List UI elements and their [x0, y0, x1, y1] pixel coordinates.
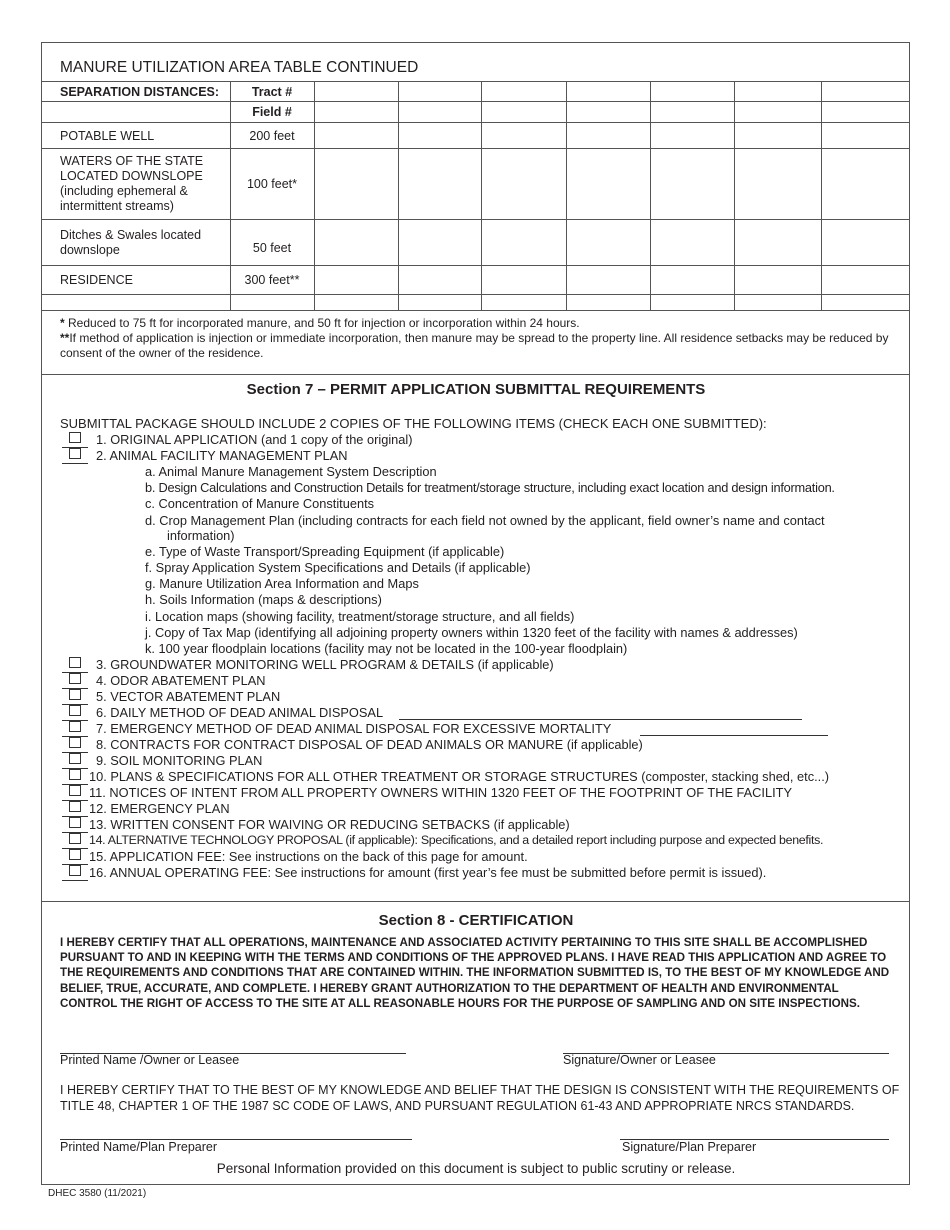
item-4: 4. ODOR ABATEMENT PLAN: [96, 673, 266, 688]
table-row: [42, 82, 910, 102]
field-cell[interactable]: [821, 102, 910, 123]
checkbox-item-14[interactable]: [69, 833, 81, 844]
checkbox-item-9[interactable]: [69, 753, 81, 764]
subitem-b: b. Design Calculations and Construction Details for treatment/storage structure, including exact location and design information.: [145, 480, 835, 495]
subitem-h: h. Soils Information (maps & descriptions): [145, 592, 382, 607]
item-7: 7. EMERGENCY METHOD OF DEAD ANIMAL DISPOSAL FOR EXCESSIVE MORTALITY: [96, 721, 612, 736]
subitem-d: d. Crop Management Plan (including contracts for each field not owned by the applicant, field owner’s name and contact: [145, 513, 825, 528]
item-13: 13. WRITTEN CONSENT FOR WAIVING OR REDUCING SETBACKS (if applicable): [89, 817, 570, 832]
field-cell[interactable]: [650, 102, 734, 123]
table-row: [42, 220, 910, 266]
certification-text: I HEREBY CERTIFY THAT ALL OPERATIONS, MAINTENANCE AND ASSOCIATED ACTIVITY PERTAINING TO THIS SITE SHALL BE ACCOMPLISHED PURSUANT TO AND IN KEEPING WITH THE TERMS AND CONDITIONS OF THE APPROVED PLANS. I HAVE READ THIS APPLICATION AND AGREE TO THE REQUIREMENTS AND CONDITIONS THAT ARE CONTAINED WITHIN. THE INFORMATION SUBMITTED IS, TO THE BEST OF MY KNOWLEDGE AND BELIEF, TRUE, ACCURATE, AND COMPLETE. I HEREBY GRANT AUTHORIZATION TO THE DEPARTMENT OF HEALTH AND ENVIRONMENTAL CONTROL THE RIGHT OF ACCESS TO THE SITE AT ALL REASONABLE HOURS FOR THE PURPOSE OF SAMPLING AND ON SITE INSPECTIONS.: [60, 936, 890, 1010]
item-16: 16. ANNUAL OPERATING FEE: See instructions for amount (first year’s fee must be submitted before permit is issued).: [89, 865, 767, 880]
preparer-name-label: Printed Name/Plan Preparer: [60, 1140, 218, 1154]
subitem-f: f. Spray Application System Specifications and Details (if applicable): [145, 560, 531, 575]
table-row: [42, 123, 910, 149]
note-1: Reduced to 75 ft for incorporated manure, and 50 ft for injection or incorporation within 24 hours.: [64, 316, 580, 330]
row-label: WATERS OF THE STATE LOCATED DOWNSLOPE (including ephemeral & intermittent streams): [42, 149, 230, 220]
tract-cell[interactable]: [734, 82, 821, 102]
item-14: 14. ALTERNATIVE TECHNOLOGY PROPOSAL (if applicable): Specifications, and a detailed report including purpose and expected benefits.: [89, 833, 824, 847]
subitem-i: i. Location maps (showing facility, treatment/storage structure, and all fields): [145, 609, 575, 624]
form-id: DHEC 3580 (11/2021): [48, 1188, 147, 1199]
form-frame: [41, 42, 910, 1185]
field-cell[interactable]: [734, 102, 821, 123]
subitem-g: g. Manure Utilization Area Information and Maps: [145, 576, 419, 591]
tract-cell[interactable]: [314, 82, 398, 102]
row-distance: 200 feet: [230, 123, 314, 149]
checkbox-item-8[interactable]: [69, 737, 81, 748]
field-cell[interactable]: [314, 102, 398, 123]
design-certification: I HEREBY CERTIFY THAT TO THE BEST OF MY KNOWLEDGE AND BELIEF THAT THE DESIGN IS CONSISTENT WITH THE REQUIREMENTS OF TITLE 48, CHAPTER 1 OF THE 1987 SC CODE OF LAWS, AND PURSUANT REGULATION 61-43 AND APPROPRIATE NRCS STANDARDS.: [60, 1083, 900, 1113]
subitem-c: c. Concentration of Manure Constituents: [145, 496, 375, 511]
subitem-d-cont: information): [167, 528, 235, 543]
section8-title: Section 8 - CERTIFICATION: [378, 912, 574, 929]
section7-intro: SUBMITTAL PACKAGE SHOULD INCLUDE 2 COPIES OF THE FOLLOWING ITEMS (CHECK EACH ONE SUBMITTED):: [60, 416, 767, 431]
item-9: 9. SOIL MONITORING PLAN: [96, 753, 263, 768]
preparer-signature-label: Signature/Plan Preparer: [622, 1140, 757, 1154]
item-11: 11. NOTICES OF INTENT FROM ALL PROPERTY OWNERS WITHIN 1320 FEET OF THE FOOTPRINT OF THE FACILITY: [89, 785, 792, 800]
item-8: 8. CONTRACTS FOR CONTRACT DISPOSAL OF DEAD ANIMALS OR MANURE (if applicable): [96, 737, 643, 752]
table-notes: * Reduced to 75 ft for incorporated manure, and 50 ft for injection or incorporation within 24 hours. **If method of application is injection or immediate incorporation, then manure may be spread to the property line. All residence setbacks may be reduced by consent of the owner of the residence.: [60, 316, 889, 360]
table-row: [42, 149, 910, 220]
tract-cell[interactable]: [566, 82, 650, 102]
field-cell[interactable]: [481, 102, 566, 123]
item-3: 3. GROUNDWATER MONITORING WELL PROGRAM & DETAILS (if applicable): [96, 657, 554, 672]
tract-cell[interactable]: [821, 82, 910, 102]
row-label: Ditches & Swales located downslope: [42, 220, 230, 266]
tract-cell[interactable]: [398, 82, 481, 102]
checkbox-item-5[interactable]: [69, 689, 81, 700]
checkbox-item-2[interactable]: [69, 448, 81, 459]
subitem-a: a. Animal Manure Management System Description: [145, 464, 437, 479]
item-6: 6. DAILY METHOD OF DEAD ANIMAL DISPOSAL: [96, 705, 384, 720]
item-1: 1. ORIGINAL APPLICATION (and 1 copy of the original): [96, 432, 413, 447]
note-2: If method of application is injection or immediate incorporation, then manure may be spread to the property line. All residence setbacks may be reduced by consent of the owner of the residence.: [60, 331, 889, 360]
row-distance: 50 feet: [230, 220, 314, 266]
owner-name-label: Printed Name /Owner or Leasee: [60, 1053, 240, 1067]
item-12: 12. EMERGENCY PLAN: [89, 801, 230, 816]
row-distance: 300 feet**: [230, 266, 314, 295]
checkbox-item-6[interactable]: [69, 705, 81, 716]
checkbox-item-4[interactable]: [69, 673, 81, 684]
checkbox-item-3[interactable]: [69, 657, 81, 668]
tract-cell[interactable]: [481, 82, 566, 102]
table-row: [42, 266, 910, 295]
separation-header: SEPARATION DISTANCES:: [42, 82, 230, 102]
checkbox-item-10[interactable]: [69, 769, 81, 780]
divider: [42, 901, 910, 902]
item-5: 5. VECTOR ABATEMENT PLAN: [96, 689, 281, 704]
subitem-e: e. Type of Waste Transport/Spreading Equipment (if applicable): [145, 544, 505, 559]
owner-signature-label: Signature/Owner or Leasee: [563, 1053, 716, 1067]
field-label: Field #: [230, 102, 314, 123]
divider: [42, 374, 910, 375]
checkbox-item-7[interactable]: [69, 721, 81, 732]
row-distance: 100 feet*: [230, 149, 314, 220]
item-10: 10. PLANS & SPECIFICATIONS FOR ALL OTHER TREATMENT OR STORAGE STRUCTURES (composter, stacking shed, etc...): [89, 769, 830, 784]
field-cell[interactable]: [398, 102, 481, 123]
section7-title: Section 7 – PERMIT APPLICATION SUBMITTAL REQUIREMENTS: [246, 381, 706, 398]
privacy-note: Personal Information provided on this document is subject to public scrutiny or release.: [216, 1161, 736, 1176]
checkbox-item-12[interactable]: [69, 801, 81, 812]
row-label: RESIDENCE: [42, 266, 230, 295]
subitem-k: k. 100 year floodplain locations (facility may not be located in the 100-year floodplain): [145, 641, 628, 656]
tract-label: Tract #: [230, 82, 314, 102]
field-cell[interactable]: [566, 102, 650, 123]
checkbox-item-13[interactable]: [69, 817, 81, 828]
checkbox-item-16[interactable]: [69, 865, 81, 876]
subitem-j: j. Copy of Tax Map (identifying all adjoining property owners within 1320 feet of the facility with names & addresses): [145, 625, 798, 640]
emergency-method-line[interactable]: [640, 735, 828, 736]
checkbox-item-15[interactable]: [69, 849, 81, 860]
row-label: POTABLE WELL: [42, 123, 230, 149]
dead-animal-method-line[interactable]: [399, 719, 802, 720]
checkbox-item-1[interactable]: [69, 432, 81, 443]
table-row: [42, 102, 910, 123]
table-row: [42, 295, 910, 311]
checkbox-item-11[interactable]: [69, 785, 81, 796]
item-15: 15. APPLICATION FEE: See instructions on the back of this page for amount.: [89, 849, 528, 864]
item-2: 2. ANIMAL FACILITY MANAGEMENT PLAN: [96, 448, 348, 463]
tract-cell[interactable]: [650, 82, 734, 102]
table-title: MANURE UTILIZATION AREA TABLE CONTINUED: [60, 59, 419, 76]
separation-distances-table: [42, 81, 910, 311]
